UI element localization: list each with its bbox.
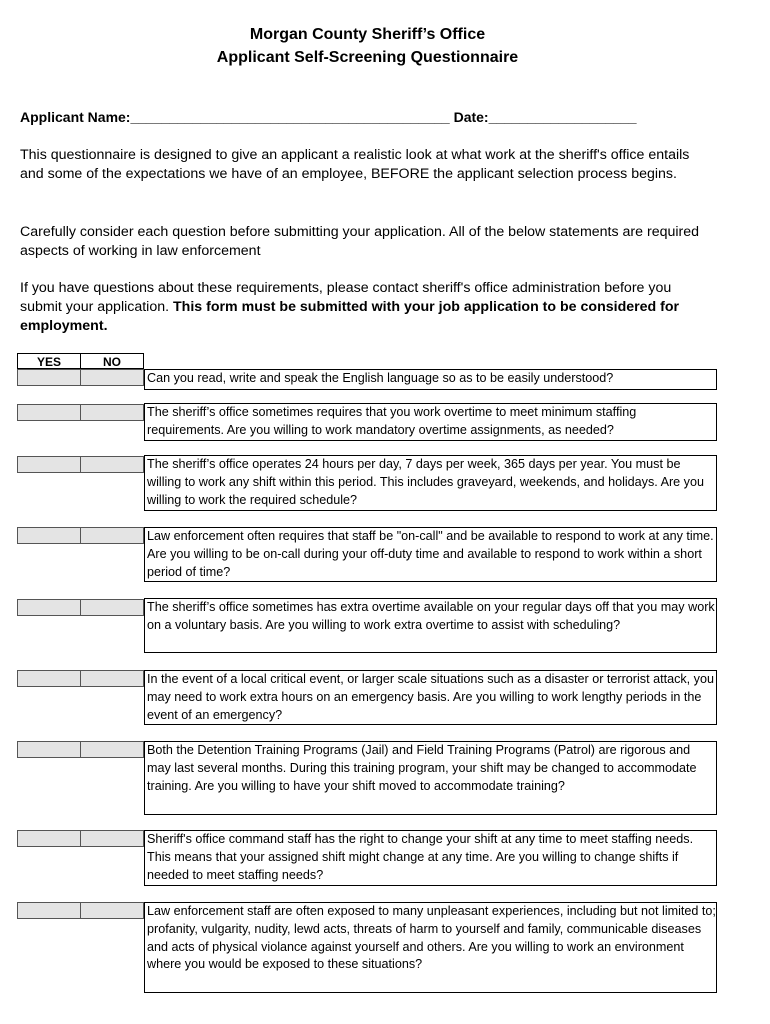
q9-no-checkbox[interactable] — [80, 902, 144, 919]
question-2: The sheriff’s office sometimes requires that you work overtime to meet minimum staffing requirements. Are you willing to work mandatory overtime assignments, as needed? — [144, 403, 717, 441]
q6-yes-checkbox[interactable] — [17, 670, 81, 687]
question-6: In the event of a local critical event, or larger scale situations such as a disaster or terrorist attack, you may need to work extra hours on an emergency basis. Are you willing to work lengthy periods in the event of an emergency? — [144, 670, 717, 725]
question-4: Law enforcement often requires that staff be "on-call" and be available to respond to work at any time. Are you willing to be on-call during your off-duty time and available to respond to work within a short period of time? — [144, 527, 717, 582]
q3-no-checkbox[interactable] — [80, 456, 144, 473]
intro-paragraph-1: This questionnaire is designed to give an applicant a realistic look at what work at the sheriff's office entails and some of the expectations we have of an employee, BEFORE the applicant selection process begins. — [20, 147, 690, 182]
intro-paragraph-3 — [20, 279, 710, 336]
submission-requirement-text: This form must be submitted with your job application to be considered for employment. — [20, 299, 680, 334]
q6-no-checkbox[interactable] — [80, 670, 144, 687]
q1-no-checkbox[interactable] — [80, 369, 144, 386]
q1-yes-checkbox[interactable] — [17, 369, 81, 386]
q5-no-checkbox[interactable] — [80, 599, 144, 616]
q4-no-checkbox[interactable] — [80, 527, 144, 544]
question-5: The sheriff’s office sometimes has extra overtime available on your regular days off that you may work on a voluntary basis. Are you willing to work extra overtime to assist with scheduling? — [144, 598, 717, 653]
q2-yes-checkbox[interactable] — [17, 404, 81, 421]
question-3: The sheriff’s office operates 24 hours per day, 7 days per week, 365 days per year. You must be willing to work any shift within this period. This includes graveyard, weekends, and holidays. Are you willing to work the required schedule? — [144, 455, 717, 511]
q7-no-checkbox[interactable] — [80, 741, 144, 758]
question-1: Can you read, write and speak the English language so as to be easily understood? — [144, 369, 717, 390]
q4-yes-checkbox[interactable] — [17, 527, 81, 544]
applicant-name-date-line: Applicant Name:_________________________________________ Date:___________________ — [20, 109, 637, 125]
question-8: Sheriff's office command staff has the right to change your shift at any time to meet staffing needs. This means that your assigned shift might change at any time. Are you willing to change shifts if needed to meet staffing needs? — [144, 830, 717, 886]
q3-yes-checkbox[interactable] — [17, 456, 81, 473]
q9-yes-checkbox[interactable] — [17, 902, 81, 919]
yes-column-header: YES — [17, 353, 81, 369]
intro-paragraph-3-text: If you have questions about these requirements, please contact sheriff's office administration before you submit your application. — [20, 280, 672, 315]
q8-yes-checkbox[interactable] — [17, 830, 81, 847]
question-7: Both the Detention Training Programs (Jail) and Field Training Programs (Patrol) are rigorous and may last several months. During this training program, your shift may be changed to accommodate training. Are you willing to have your shift moved to accommodate training? — [144, 741, 717, 815]
q7-yes-checkbox[interactable] — [17, 741, 81, 758]
form-title-agency: Morgan County Sheriff’s Office — [249, 26, 486, 43]
question-9: Law enforcement staff are often exposed to many unpleasant experiences, including but not limited to; profanity, vulgarity, nudity, lewd acts, threats of harm to yourself and family, communicable diseases and acts of physical violance against yourself and others. Are you willing to work an environment where you would be exposed to these situations? — [144, 902, 717, 993]
q5-yes-checkbox[interactable] — [17, 599, 81, 616]
no-column-header: NO — [80, 353, 144, 369]
q8-no-checkbox[interactable] — [80, 830, 144, 847]
q2-no-checkbox[interactable] — [80, 404, 144, 421]
intro-paragraph-2: Carefully consider each question before submitting your application. All of the below statements are required aspects of working in law enforcement — [20, 224, 700, 259]
form-title-questionnaire: Applicant Self-Screening Questionnaire — [216, 49, 519, 66]
